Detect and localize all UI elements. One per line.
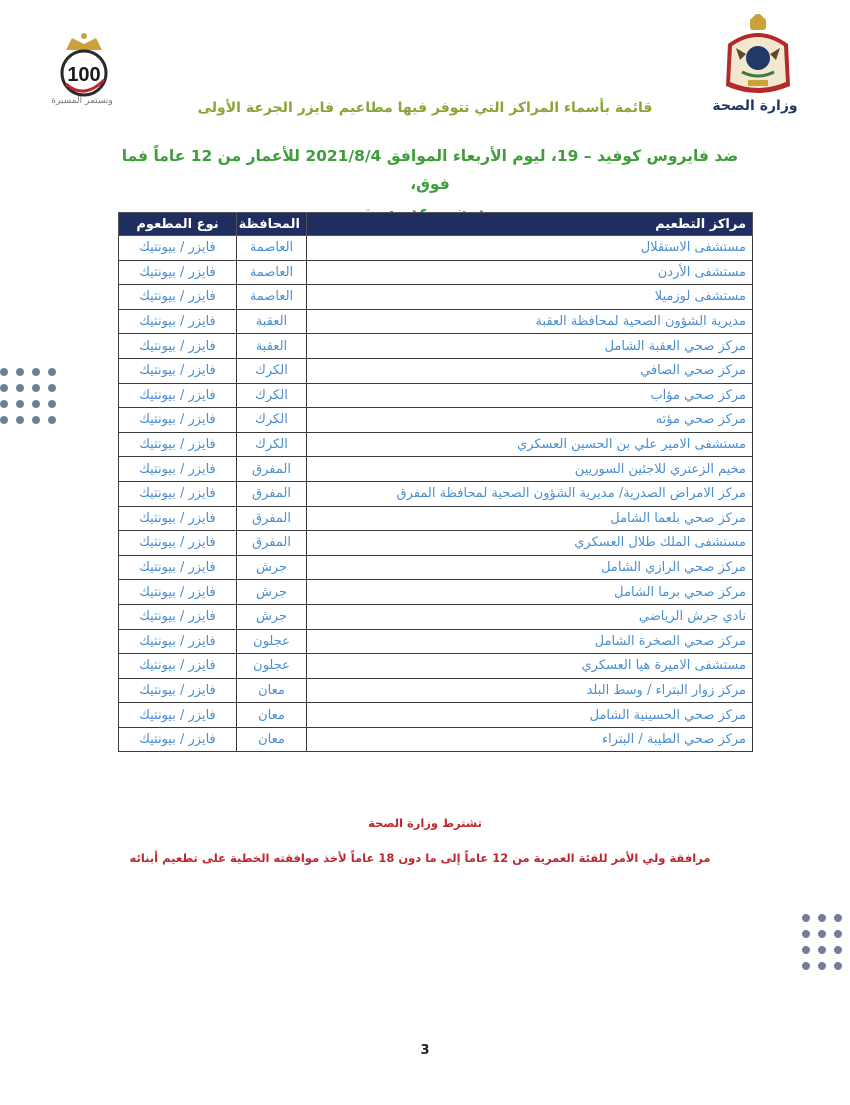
cell-vaccine: فايزر / بيونتيك: [119, 457, 237, 482]
table-row: [119, 358, 753, 383]
table-row: [119, 383, 753, 408]
cell-center: مركز صحي برما الشامل: [307, 580, 753, 605]
table-row: [119, 727, 753, 752]
cell-vaccine: فايزر / بيونتيك: [119, 236, 237, 261]
cell-governorate: معان: [237, 703, 307, 728]
cell-vaccine: فايزر / بيونتيك: [119, 531, 237, 556]
cell-governorate: جرش: [237, 604, 307, 629]
cell-vaccine: فايزر / بيونتيك: [119, 727, 237, 752]
cell-vaccine: فايزر / بيونتيك: [119, 432, 237, 457]
cell-vaccine: فايزر / بيونتيك: [119, 285, 237, 310]
cell-vaccine: فايزر / بيونتيك: [119, 481, 237, 506]
table-row: [119, 555, 753, 580]
cell-center: مخيم الزعتري للاجئين السوريين: [307, 457, 753, 482]
centennial-number: 100: [67, 64, 101, 86]
table-row: [119, 654, 753, 679]
cell-center: مستشفى الأردن: [307, 260, 753, 285]
cell-governorate: الكرك: [237, 408, 307, 433]
cell-vaccine: فايزر / بيونتيك: [119, 654, 237, 679]
cell-governorate: الكرك: [237, 432, 307, 457]
cell-vaccine: فايزر / بيونتيك: [119, 629, 237, 654]
cell-center: مستشفى لوزميلا: [307, 285, 753, 310]
cell-vaccine: فايزر / بيونتيك: [119, 408, 237, 433]
cell-governorate: المفرق: [237, 457, 307, 482]
table-row: [119, 334, 753, 359]
cell-governorate: العاصمة: [237, 260, 307, 285]
cell-center: مركز صحي الطيبة / البتراء: [307, 727, 753, 752]
table-row: [119, 580, 753, 605]
header-center: مراكز التطعيم: [307, 213, 753, 236]
ministry-name: وزارة الصحة: [712, 98, 798, 114]
cell-vaccine: فايزر / بيونتيك: [119, 506, 237, 531]
page-number: 3: [420, 1043, 430, 1058]
cell-center: مركز الامراض الصدرية/ مديرية الشؤون الصحية لمحافظة المفرق: [307, 481, 753, 506]
cell-center: مركز صحي مؤته: [307, 408, 753, 433]
subtitle-line-1: ضد فايروس كوفيد – 19، ليوم الأربعاء الموافق 2021/8/4 للأعمار من 12 عاماً فما فوق،: [121, 147, 739, 193]
cell-governorate: العقبة: [237, 334, 307, 359]
cell-center: مديرية الشؤون الصحية لمحافظة العقبة: [307, 309, 753, 334]
cell-center: مركز صحي الصخرة الشامل: [307, 629, 753, 654]
table-row: [119, 604, 753, 629]
condition-text: مرافقة ولي الأمر للفئة العمرية من 12 عاماً إلى ما دون 18 عاماً لأخذ موافقته الخطية على تطعيم أبنائه: [129, 851, 711, 865]
cell-governorate: معان: [237, 727, 307, 752]
cell-center: نادي جرش الرياضي: [307, 604, 753, 629]
cell-center: مستشفى الاستقلال: [307, 236, 753, 261]
cell-vaccine: فايزر / بيونتيك: [119, 703, 237, 728]
cell-governorate: جرش: [237, 555, 307, 580]
cell-governorate: المفرق: [237, 506, 307, 531]
decorative-dots-right: [802, 914, 850, 970]
cell-governorate: المفرق: [237, 531, 307, 556]
cell-center: مركز زوار البتراء / وسط البلد: [307, 678, 753, 703]
cell-governorate: عجلون: [237, 629, 307, 654]
cell-center: مستشفى الامير علي بن الحسين العسكري: [307, 432, 753, 457]
cell-governorate: الكرك: [237, 358, 307, 383]
cell-center: مستشفى الاميرة هيا العسكري: [307, 654, 753, 679]
table-row: [119, 432, 753, 457]
cell-vaccine: فايزر / بيونتيك: [119, 383, 237, 408]
cell-center: مركز صحي بلعما الشامل: [307, 506, 753, 531]
centennial-slogan: ونستمر المسيرة: [51, 96, 113, 106]
table-row: [119, 309, 753, 334]
table-row: [119, 629, 753, 654]
cell-governorate: العقبة: [237, 309, 307, 334]
cell-vaccine: فايزر / بيونتيك: [119, 678, 237, 703]
table-row: [119, 531, 753, 556]
cell-center: مركز صحي الصافي: [307, 358, 753, 383]
cell-governorate: جرش: [237, 580, 307, 605]
table-body: [119, 236, 753, 752]
cell-vaccine: فايزر / بيونتيك: [119, 309, 237, 334]
cell-vaccine: فايزر / بيونتيك: [119, 334, 237, 359]
cell-center: مركز صحي الرازي الشامل: [307, 555, 753, 580]
table-row: [119, 678, 753, 703]
cell-vaccine: فايزر / بيونتيك: [119, 358, 237, 383]
cell-governorate: عجلون: [237, 654, 307, 679]
cell-center: مستشفى الملك طلال العسكري: [307, 531, 753, 556]
cell-governorate: معان: [237, 678, 307, 703]
cell-center: مركز صحي العقبة الشامل: [307, 334, 753, 359]
cell-governorate: الكرك: [237, 383, 307, 408]
cell-center: مركز صحي مؤاب: [307, 383, 753, 408]
cell-center: مركز صحي الحسينية الشامل: [307, 703, 753, 728]
cell-vaccine: فايزر / بيونتيك: [119, 555, 237, 580]
table-row: [119, 481, 753, 506]
cell-governorate: المفرق: [237, 481, 307, 506]
cell-vaccine: فايزر / بيونتيك: [119, 580, 237, 605]
table-row: [119, 703, 753, 728]
header-governorate: المحافظة: [237, 213, 307, 236]
cell-vaccine: فايزر / بيونتيك: [119, 604, 237, 629]
table-row: [119, 260, 753, 285]
cell-governorate: العاصمة: [237, 236, 307, 261]
decorative-dots-left: [0, 368, 56, 424]
header-vaccine: نوع المطعوم: [119, 213, 237, 236]
cell-vaccine: فايزر / بيونتيك: [119, 260, 237, 285]
table-row: [119, 457, 753, 482]
table-row: [119, 506, 753, 531]
cell-governorate: العاصمة: [237, 285, 307, 310]
document-title: قائمة بأسماء المراكز التي تتوفر فيها مطاعيم فايزر الجرعة الأولى: [197, 100, 653, 116]
condition-title: تشترط وزارة الصحة: [368, 816, 482, 830]
table-header-row: [119, 213, 753, 236]
vaccination-centers-table: [118, 212, 753, 752]
table-row: [119, 285, 753, 310]
table-row: [119, 236, 753, 261]
table-row: [119, 408, 753, 433]
